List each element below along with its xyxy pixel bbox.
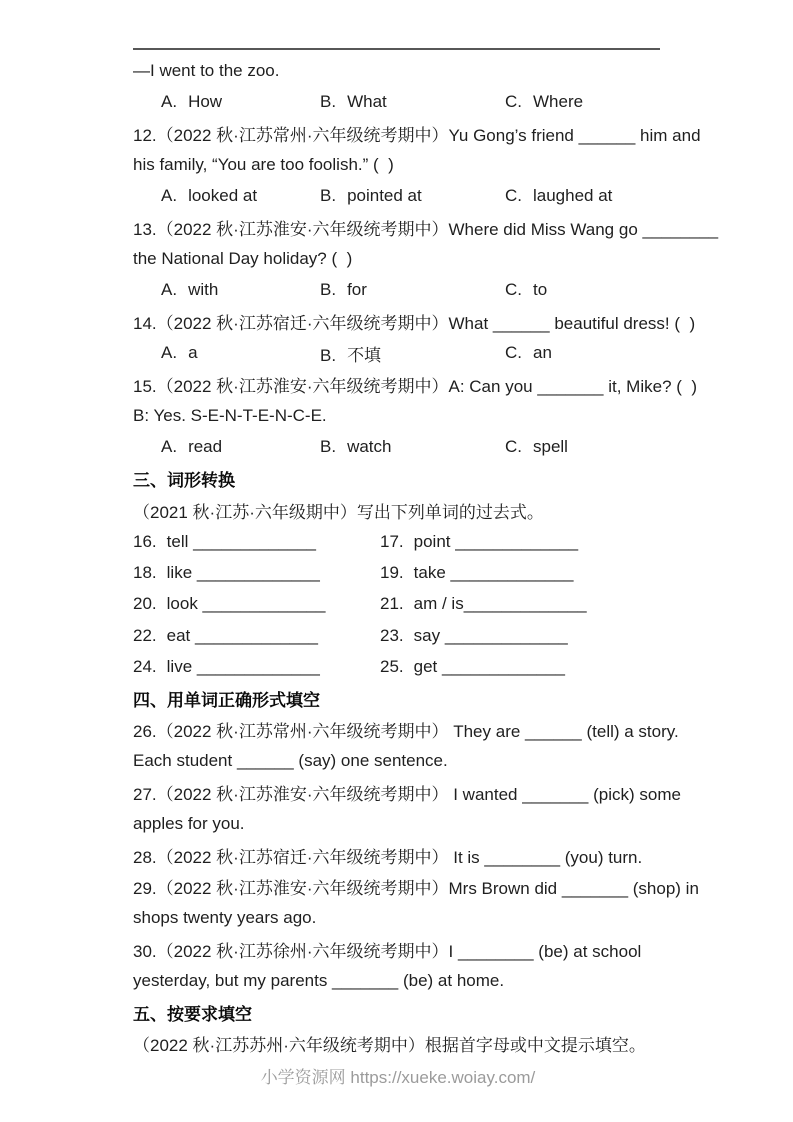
option-text: with [188,280,219,300]
past-tense-item-24 [133,657,380,677]
option-letter: B. [320,92,337,112]
question-13-stem-continuation: the National Day holiday? ( ) [133,249,353,269]
question-27-stem-continuation: apples for you. [133,814,245,834]
option-a [161,186,320,206]
item-text: am / is_____________ [413,594,587,614]
item-text: get _____________ [413,657,565,677]
page-top-divider [133,48,660,50]
option-a [161,280,320,300]
option-c [505,280,663,300]
option-text: a [188,343,198,363]
question-13-stem: 13.（2022 秋·江苏淮安·六年级统考期中）Where did Miss Wang go ________ [133,220,719,240]
option-c [505,186,663,206]
option-text: looked at [188,186,258,206]
option-letter: C. [505,186,522,206]
past-tense-row [133,526,663,557]
question-26-stem: 26.（2022 秋·江苏常州·六年级统考期中） They are ______ (tell) a story. [133,722,679,742]
past-tense-item-23 [380,626,663,646]
question-14-stem: 14.（2022 秋·江苏宿迁·六年级统考期中）What ______ beautiful dress! ( ) [133,314,696,334]
section-3-heading: 三、词形转换 [133,471,235,491]
item-text: tell _____________ [166,531,317,551]
past-tense-row [133,557,663,588]
option-b [320,341,505,366]
option-letter: C. [505,92,522,112]
option-text: 不填 [347,345,382,365]
section-4-heading: 四、用单词正确形式填空 [133,691,320,710]
question-12-stem-continuation: his family, “You are too foolish.” ( ) [133,154,394,174]
option-text: laughed at [533,186,613,206]
item-number: 18. [133,562,157,582]
item-number: 20. [133,594,157,614]
option-a [161,92,320,112]
question-12-options-row [133,181,663,212]
option-text: to [533,280,548,300]
option-b [320,437,505,457]
option-b [320,280,505,300]
question-26-stem-continuation: Each student ______ (say) one sentence. [133,751,448,771]
option-letter: A. [161,437,178,457]
option-letter: A. [161,92,178,112]
item-number: 19. [380,562,404,582]
option-c [505,437,663,457]
item-number: 25. [380,657,404,677]
option-letter: A. [161,186,178,206]
question-12-stem: 12.（2022 秋·江苏常州·六年级统考期中）Yu Gong’s friend ______ him and [133,125,701,145]
item-number: 16. [133,531,157,551]
option-letter: B. [320,280,337,300]
item-text: say _____________ [413,625,568,645]
option-a [161,437,320,457]
option-letter: B. [320,437,337,457]
item-text: eat _____________ [166,625,318,645]
option-letter: A. [161,280,178,300]
document-content [133,55,719,1091]
item-text: take _____________ [413,562,574,582]
option-text: How [188,92,223,112]
question-29-stem-continuation: shops twenty years ago. [133,908,317,928]
option-text: spell [533,437,568,457]
option-text: watch [347,437,392,457]
past-tense-item-21 [380,594,663,614]
option-c [505,343,663,363]
option-b [320,92,505,112]
question-11-continuation: —I went to the zoo. [133,60,280,80]
item-text: point _____________ [413,531,579,551]
option-letter: B. [320,345,337,365]
past-tense-item-25 [380,657,663,677]
option-a [161,343,320,363]
option-letter: B. [320,186,337,206]
past-tense-item-18 [133,563,380,583]
option-text: for [347,280,367,300]
past-tense-row [133,589,663,620]
item-text: live _____________ [166,657,320,677]
option-text: read [188,437,223,457]
option-text: Where [533,92,584,112]
past-tense-item-22 [133,626,380,646]
item-number: 24. [133,657,157,677]
question-14-options-row [133,338,663,369]
question-28-stem: 28.（2022 秋·江苏宿迁·六年级统考期中） It is ________ (you) turn. [133,847,643,867]
question-13-options-row [133,275,663,306]
section-5-instructions: （2022 秋·江苏苏州·六年级统考期中）根据首字母或中文提示填空。 [133,1036,646,1056]
question-11-options-row [133,86,663,117]
item-number: 23. [380,625,404,645]
item-text: like _____________ [166,562,320,582]
section-5-heading: 五、按要求填空 [133,1004,252,1024]
option-text: What [347,92,387,112]
question-29-stem: 29.（2022 秋·江苏淮安·六年级统考期中）Mrs Brown did _______ (shop) in [133,879,699,899]
item-text: look _____________ [166,594,326,614]
question-30-stem: 30.（2022 秋·江苏徐州·六年级统考期中）I ________ (be) at school [133,942,642,962]
item-number: 21. [380,594,404,614]
past-tense-item-17 [380,532,663,552]
option-text: pointed at [347,186,422,206]
question-30-stem-continuation: yesterday, but my parents _______ (be) at home. [133,971,505,991]
question-27-stem: 27.（2022 秋·江苏淮安·六年级统考期中） I wanted _______ (pick) some [133,785,681,805]
section-3-instructions: （2021 秋·江苏·六年级期中）写出下列单词的过去式。 [133,502,544,522]
past-tense-item-16 [133,532,380,552]
item-number: 17. [380,531,404,551]
option-letter: A. [161,343,178,363]
item-number: 22. [133,625,157,645]
past-tense-row [133,651,663,682]
option-text: an [533,343,552,363]
past-tense-item-19 [380,563,663,583]
option-letter: C. [505,343,522,363]
past-tense-row [133,620,663,651]
option-b [320,186,505,206]
option-letter: C. [505,437,522,457]
question-15-stem-continuation: B: Yes. S-E-N-T-E-N-C-E. [133,405,327,425]
site-watermark: 小学资源网 https://xueke.woiay.com/ [260,1067,536,1087]
option-c [505,92,663,112]
question-15-stem: 15.（2022 秋·江苏淮安·六年级统考期中）A: Can you _______ it, Mike? ( ) [133,377,698,397]
past-tense-item-20 [133,594,380,614]
option-letter: C. [505,280,522,300]
question-15-options-row [133,432,663,463]
